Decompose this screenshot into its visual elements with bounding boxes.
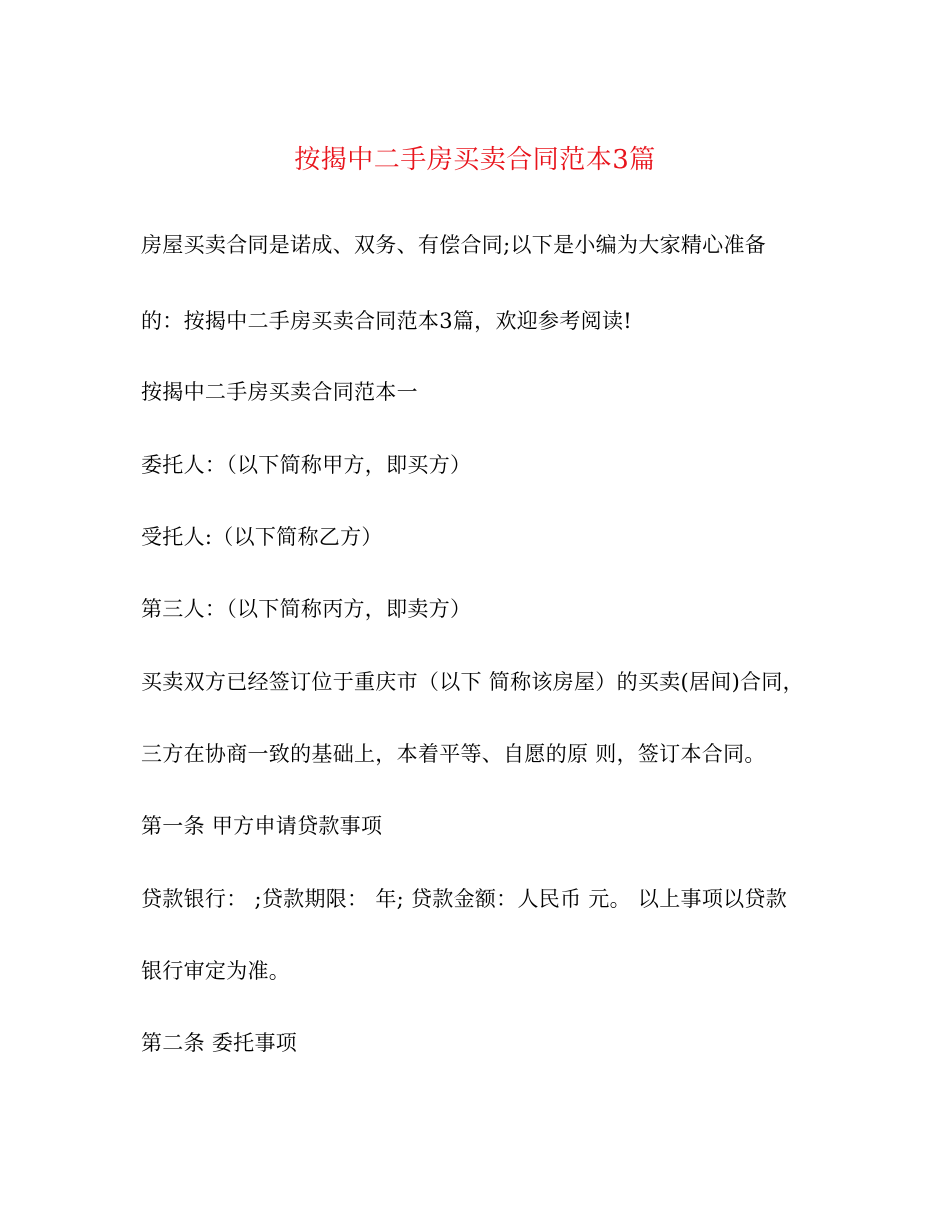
- section-heading: 按揭中二手房买卖合同范本一: [141, 380, 418, 404]
- document-title: 按揭中二手房买卖合同范本3篇: [294, 145, 656, 175]
- paragraph-line: 买卖双方已经签订位于重庆市（以下 简称该房屋）的买卖(居间)合同，: [141, 670, 804, 694]
- clause-heading: 第一条 甲方申请贷款事项: [141, 814, 383, 838]
- paragraph-line: 委托人：（以下简称甲方，即买方）: [141, 453, 472, 477]
- paragraph-line: 房屋买卖合同是诺成、双务、有偿合同;以下是小编为大家精心准备: [141, 233, 767, 257]
- paragraph-line: 第三人：（以下简称丙方，即卖方）: [141, 597, 472, 621]
- clause-heading: 第二条 委托事项: [141, 1031, 298, 1055]
- paragraph-line: 贷款银行： ;贷款期限： 年; 贷款金额：人民币 元。 以上事项以贷款: [141, 887, 788, 911]
- paragraph-line: 三方在协商一致的基础上，本着平等、自愿的原 则，签订本合同。: [141, 742, 766, 766]
- paragraph-line: 的：按揭中二手房买卖合同范本3篇，欢迎参考阅读!: [141, 309, 632, 333]
- paragraph-line: 银行审定为准。: [141, 959, 291, 983]
- paragraph-line: 受托人:（以下简称乙方）: [141, 525, 383, 549]
